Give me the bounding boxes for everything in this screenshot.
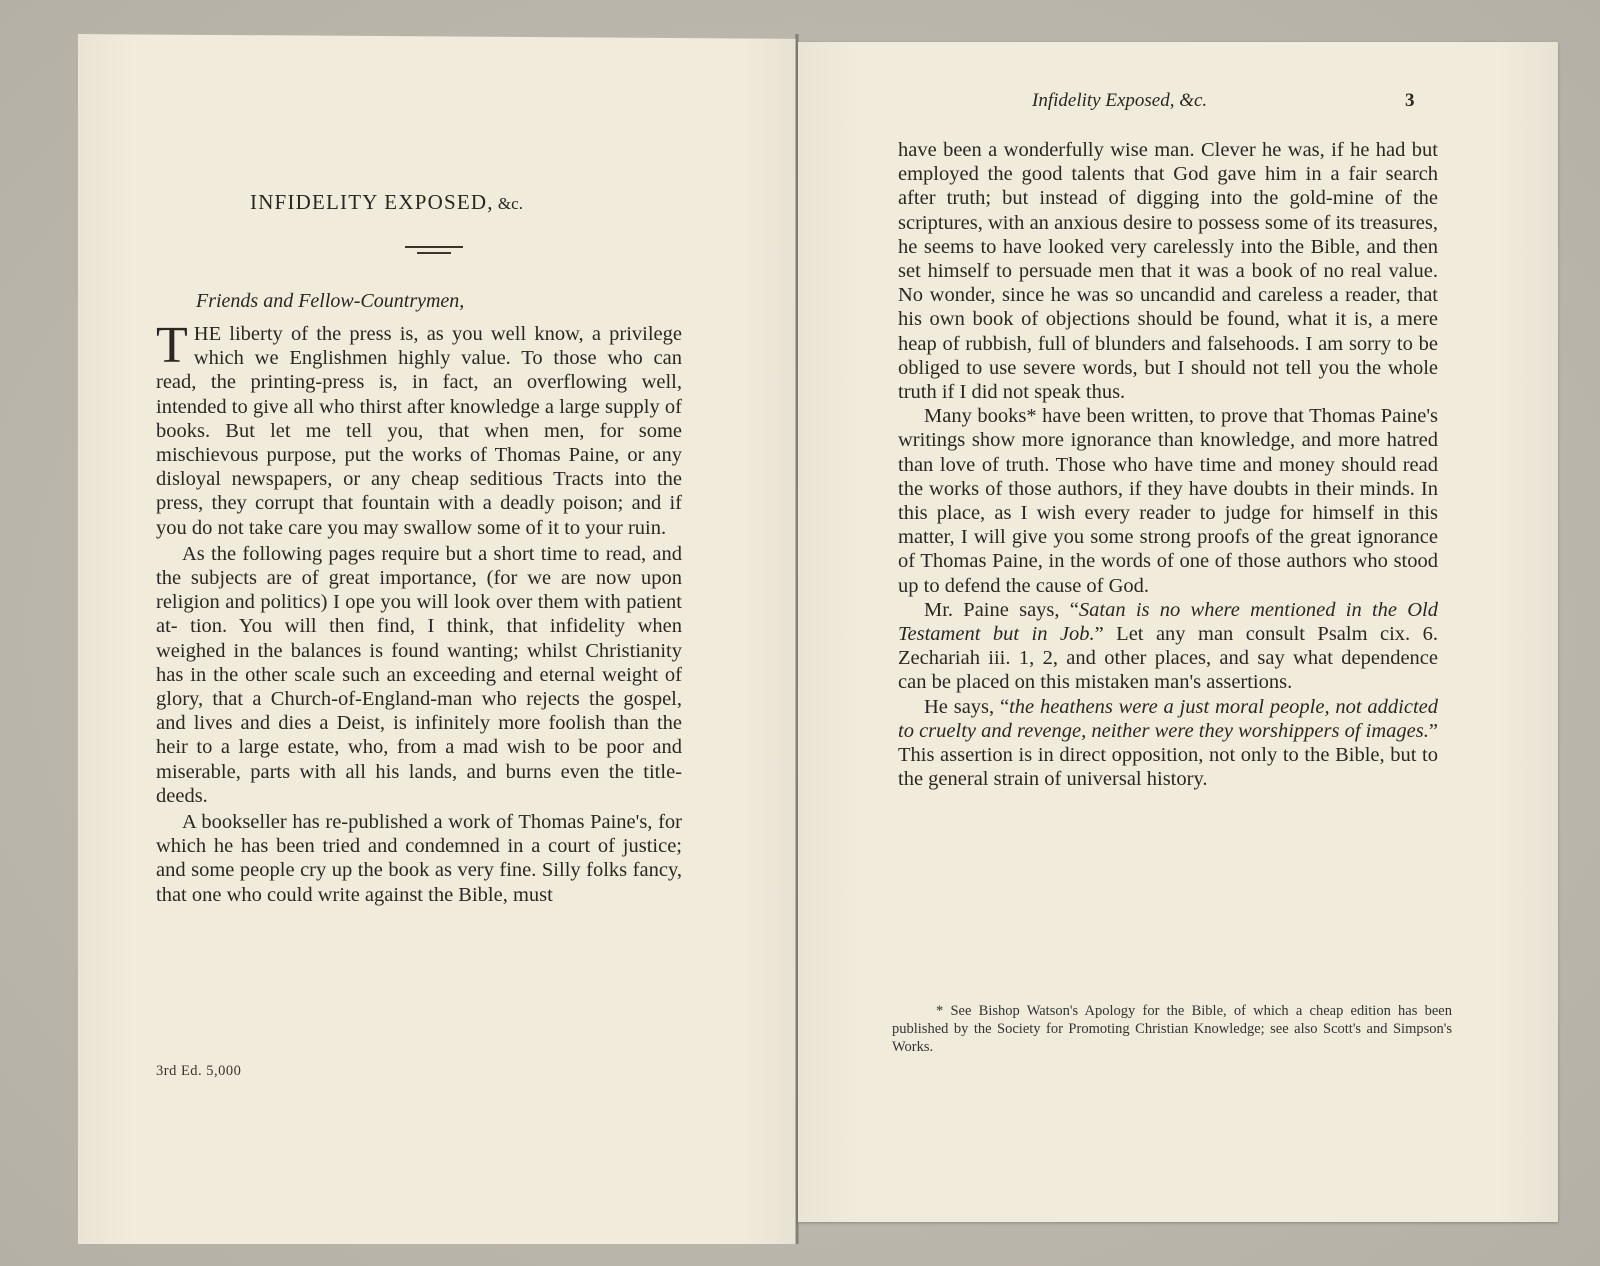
right-paragraph-3-lead: Mr. Paine says, “ — [924, 598, 1079, 621]
right-paragraph-1: have been a wonderfully wise man. Clever he was, if he had but employed the good talents that God gave him in a fair search after truth; but instead of digging into the gold-mine of the scriptures, with an anxious desire to possess some of its treasures, he seems to have looked very carelessly into the Bible, and then set himself to persuade men that it was a book of no real value. No wonder, since he was so uncandid and careless a reader, that his own book of objections should be found, what it is, a mere heap of rubbish, full of blunders and falsehoods. I am sorry to be obliged to use severe words, but I should not tell you the whole truth if I did not speak thus. — [898, 139, 1438, 404]
right-paragraph-4-rest: ” This assertion is in direct opposition, not only to the Bible, but to the general strain of universal history. — [898, 719, 1438, 791]
right-paragraph-2: Many books* have been written, to prove that Thomas Paine's writings show more ignorance than knowledge, and more hatred than love of truth. Those who have time and money should read the works of those authors, if they have doubts in their minds. In this place, as I wish every reader to judge for himself in this matter, I will give you some strong proofs of the great ignorance of Thomas Paine, in the words of one of those authors who stood up to defend the cause of God. — [898, 405, 1438, 597]
drop-cap: T — [156, 317, 188, 374]
left-paragraph-1-text: HE liberty of the press is, as you well know, a privilege which we Englishmen highly value. To those who can read, the printing-press is, in fact, an overflowing well, intended to give all who thirst after knowledge a large supply of books. But let me tell you, that when men, for some mischievous purpose, put the works of Thomas Paine, or any disloyal newspapers, or any cheap seditious Tracts into the press, they corrupt that fountain with a deadly poison; and if you do not take care you may swallow some of it to your ruin. — [156, 323, 682, 539]
page-title-suffix: &c. — [493, 194, 523, 213]
title-rule-ornament — [405, 246, 463, 256]
right-paragraph-3-rest: ” Let any man consult Psalm cix. 6. Zechariah iii. 1, 2, and other places, and say what dependence can be placed on this mistaken man's assertions. — [898, 623, 1438, 694]
right-paragraph-3 — [898, 598, 1438, 695]
edition-imprint: 3rd Ed. 5,000 — [156, 1063, 242, 1079]
page-title — [250, 190, 630, 215]
page-title-text: INFIDELITY EXPOSED, — [250, 190, 494, 214]
right-paragraph-4-lead: He says, “ — [924, 695, 1010, 718]
right-paragraph-3-quote: Satan is no where mentioned in the Old Testament but in Job. — [898, 598, 1439, 646]
left-paragraph-3: A bookseller has re-published a work of Thomas Paine's, for which he has been tried and condemned in a court of justice; and some people cry up the book as very fine. Silly folks fancy, that one who could write against the Bible, must — [156, 811, 682, 906]
footnote — [892, 1002, 1452, 1056]
left-page-body — [156, 317, 682, 907]
footnote-text: * See Bishop Watson's Apology for the Bible, of which a cheap edition has been published by the Society for Promoting Christian Knowledge; see also Scott's and Simpson's Works. — [892, 1003, 1452, 1055]
running-head: Infidelity Exposed, &c. — [1032, 90, 1208, 111]
right-paragraph-4 — [898, 695, 1438, 792]
bleed-through-text — [300, 90, 600, 120]
left-paragraph-1 — [156, 317, 682, 540]
right-page-body — [898, 138, 1438, 791]
left-paragraph-2: As the following pages require but a short time to read, and the subjects are of great importance, (for we are now upon religion and politics) I ope you will look over them with patient at- tion. You will then find, I think, that infidelity when weighed in the balances is found wanting; whilst Christianity has in the other scale such an exceeding and eternal weight of glory, that a Church-of-England-man who rejects the gospel, and lives and dies a Deist, is infinitely more foolish than the heir to a large estate, who, from a mad wish to be poor and miserable, parts with all his lands, and burns even the title-deeds. — [156, 542, 682, 807]
page-number: 3 — [1405, 90, 1415, 111]
salutation: Friends and Fellow-Countrymen, — [196, 290, 465, 312]
right-paragraph-4-quote: the heathens were a just moral people, not addicted to cruelty and revenge, neither were they worshippers of images. — [898, 695, 1439, 742]
